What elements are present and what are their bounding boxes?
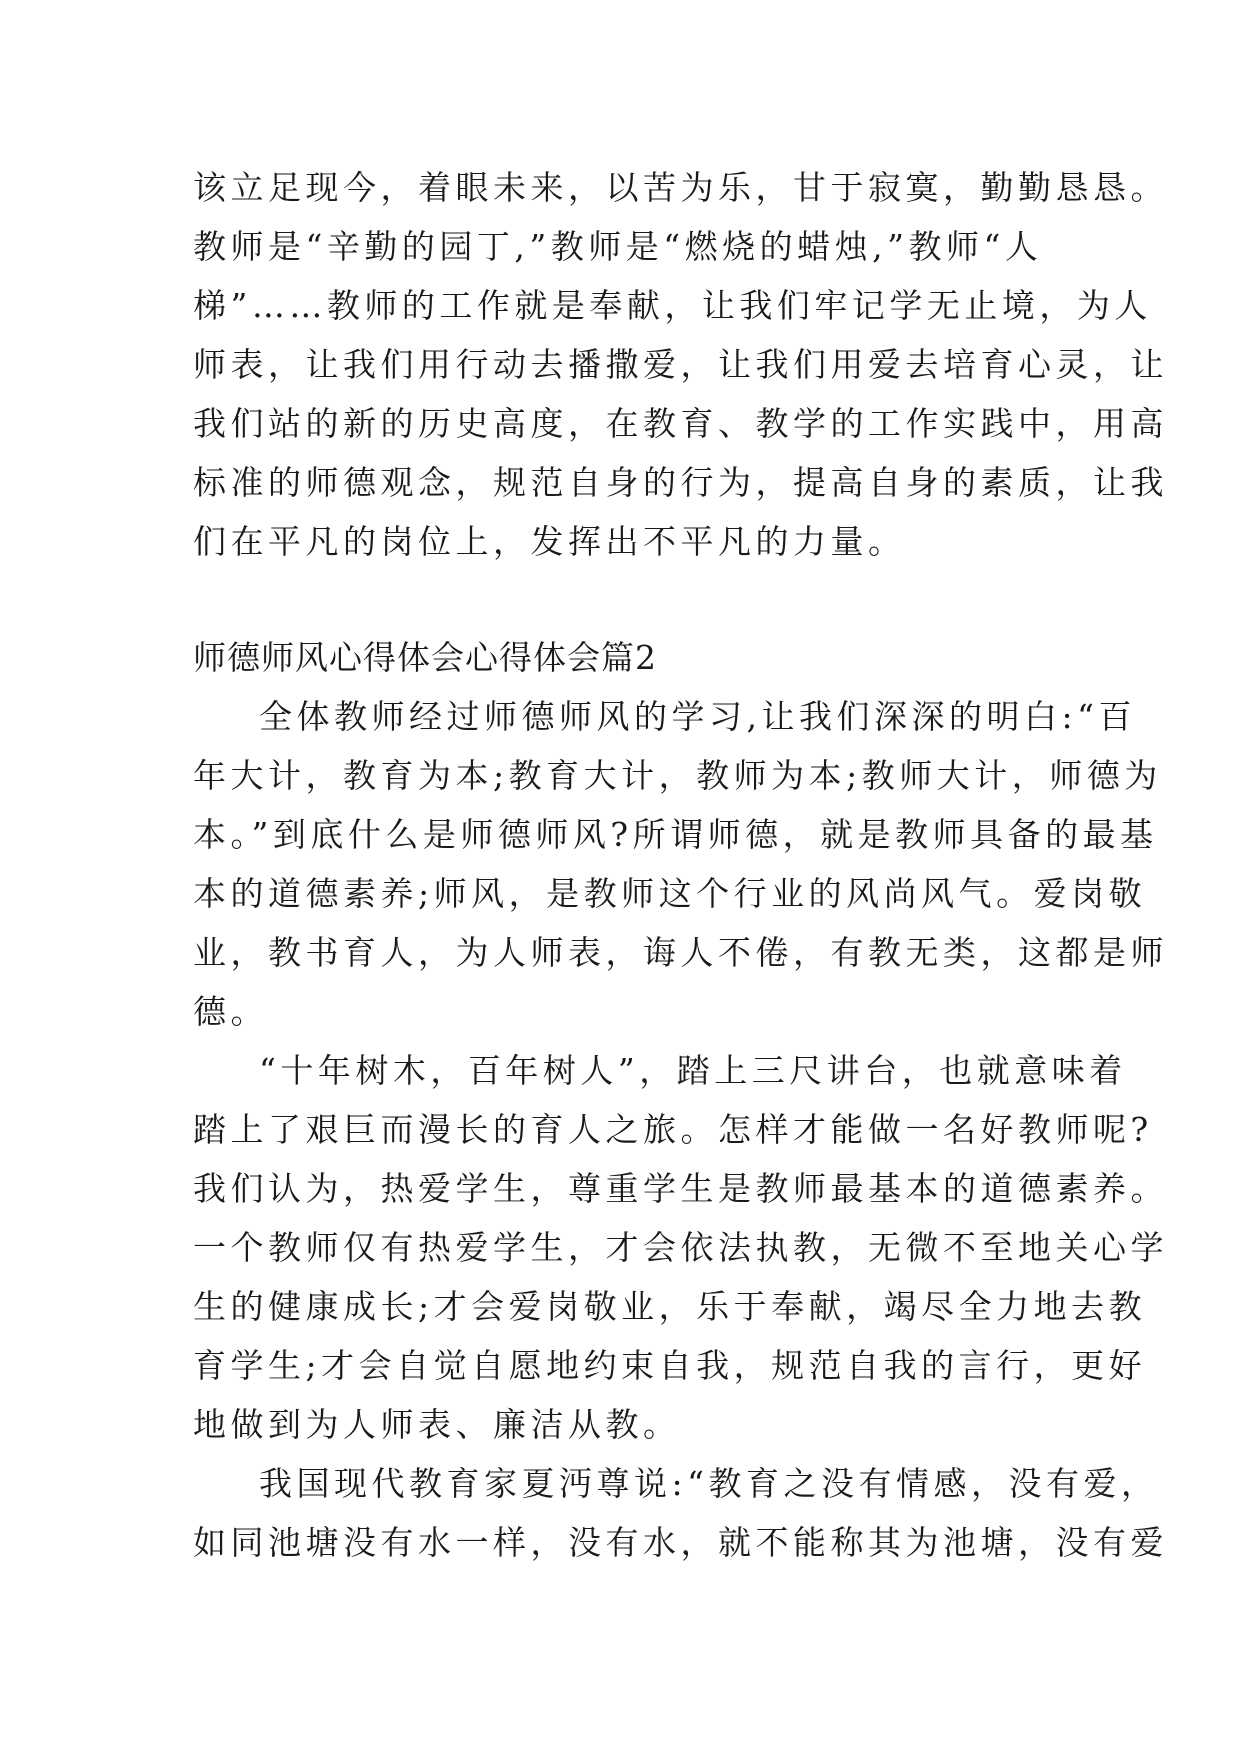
text-line: 踏上了艰巨而漫长的育人之旅。怎样才能做一名好教师呢? [193,1110,1153,1149]
paragraph-4 [193,1454,1168,1572]
text-line: 标准的师德观念，规范自身的行为，提高自身的素质，让我 [193,463,1168,502]
text-line: 一个教师仅有热爱学生，才会依法执教，无微不至地关心学 [193,1228,1168,1267]
document-body [193,158,1168,1572]
text-line: 育学生;才会自觉自愿地约束自我，规范自我的言行，更好 [193,1346,1147,1385]
text-line: 本的道德素养;师风，是教师这个行业的风尚风气。爱岗敬 [193,874,1147,913]
text-line: 地做到为人师表、廉洁从教。 [193,1405,681,1444]
text-line: “十年树木，百年树人”，踏上三尺讲台，也就意味着 [259,1051,1127,1090]
text-line: 我们认为，热爱学生，尊重学生是教师最基本的道德素养。 [193,1169,1168,1208]
text-line: 生的健康成长;才会爱岗敬业，乐于奉献，竭尽全力地去教 [193,1287,1147,1326]
text-line: 如同池塘没有水一样，没有水，就不能称其为池塘，没有爱 [193,1523,1168,1562]
text-line: 我们站的新的历史高度，在教育、教学的工作实践中，用高 [193,404,1168,443]
text-line: 年大计，教育为本;教育大计，教师为本;教师大计，师德为 [193,756,1162,795]
section-heading: 师德师风心得体会心得体会篇2 [193,638,657,677]
text-line: 德。 [193,992,268,1031]
text-line: 梯”……教师的工作就是奉献，让我们牢记学无止境，为人 [193,286,1152,325]
text-line: 业，教书育人，为人师表，诲人不倦，有教无类，这都是师 [193,933,1168,972]
text-line: 该立足现今，着眼未来，以苦为乐，甘于寂寞，勤勤恳恳。 [193,168,1168,207]
text-line: 们在平凡的岗位上，发挥出不平凡的力量。 [193,522,906,561]
text-line: 全体教师经过师德师风的学习,让我们深深的明白:“百 [259,697,1136,736]
text-line: 教师是“辛勤的园丁,”教师是“燃烧的蜡烛,”教师“人 [193,227,1043,266]
text-line: 师表，让我们用行动去播撒爱，让我们用爱去培育心灵，让 [193,345,1168,384]
paragraph-spacer [193,571,1073,628]
paragraph-1 [193,158,1168,571]
text-line: 本。”到底什么是师德师风?所谓师德，就是教师具备的最基 [193,815,1158,854]
paragraph-2 [193,687,1168,1041]
paragraph-3 [193,1041,1168,1454]
text-line: 我国现代教育家夏沔尊说:“教育之没有情感，没有爱， [259,1464,1159,1503]
